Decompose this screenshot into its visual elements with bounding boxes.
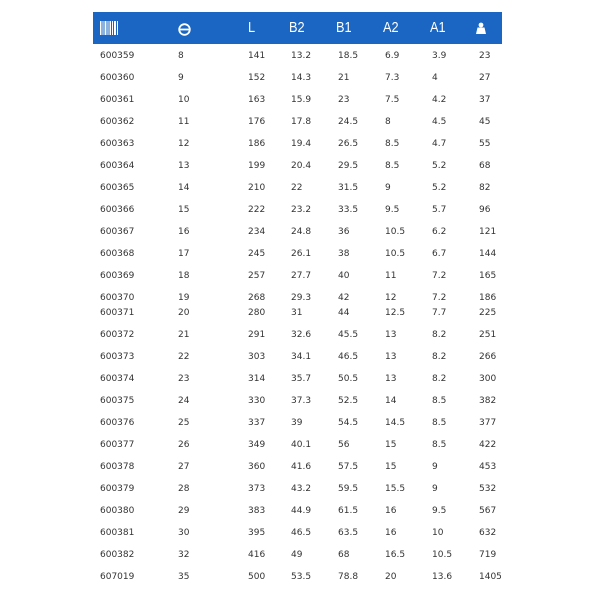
table-cell: 16: [385, 528, 397, 538]
table-cell: 7.7: [432, 308, 447, 318]
header-a2: A2: [383, 19, 399, 36]
table-cell: 39: [291, 418, 303, 428]
table-cell: 18.5: [338, 51, 359, 61]
table-cell: 600370: [100, 293, 135, 303]
table-cell: 44.9: [291, 506, 312, 516]
table-cell: 32.6: [291, 330, 312, 340]
table-cell: 600362: [100, 117, 135, 127]
table-cell: 8.5: [432, 396, 447, 406]
table-cell: 600379: [100, 484, 135, 494]
table-cell: 600359: [100, 51, 135, 61]
table-cell: 257: [248, 271, 266, 281]
table-cell: 199: [248, 161, 266, 171]
table-cell: 373: [248, 484, 266, 494]
table-cell: 7.2: [432, 293, 447, 303]
table-cell: 6.9: [385, 51, 400, 61]
table-cell: 144: [479, 249, 497, 259]
table-cell: 35: [178, 572, 190, 582]
table-cell: 8.5: [432, 418, 447, 428]
table-row: [93, 327, 502, 343]
table-cell: 14.3: [291, 73, 312, 83]
table-cell: 23: [178, 374, 190, 384]
table-cell: 57.5: [338, 462, 359, 472]
table-cell: 607019: [100, 572, 135, 582]
table-cell: 27: [178, 462, 190, 472]
table-cell: 141: [248, 51, 266, 61]
table-cell: 14.5: [385, 418, 406, 428]
table-cell: 37: [479, 95, 491, 105]
table-cell: 26: [178, 440, 190, 450]
table-cell: 9.5: [432, 506, 447, 516]
table-cell: 422: [479, 440, 497, 450]
table-row: [93, 569, 502, 585]
table-cell: 19: [178, 293, 190, 303]
table-cell: 31: [291, 308, 303, 318]
table-cell: 40: [338, 271, 350, 281]
table-cell: 500: [248, 572, 266, 582]
table-row: [93, 136, 502, 152]
table-cell: 5.7: [432, 205, 447, 215]
table-cell: 26.5: [338, 139, 359, 149]
table-cell: 56: [338, 440, 350, 450]
table-row: [93, 437, 502, 453]
table-cell: 46.5: [291, 528, 312, 538]
table-cell: 600376: [100, 418, 135, 428]
table-cell: 6.2: [432, 227, 447, 237]
table-cell: 35.7: [291, 374, 312, 384]
barcode-icon: [100, 20, 118, 39]
table-cell: 600364: [100, 161, 135, 171]
table-cell: 600361: [100, 95, 135, 105]
table-cell: 33.5: [338, 205, 359, 215]
table-row: [93, 547, 502, 563]
table-cell: 10: [178, 95, 190, 105]
table-cell: 165: [479, 271, 497, 281]
table-cell: 12: [178, 139, 190, 149]
table-cell: 600369: [100, 271, 135, 281]
table-cell: 40.1: [291, 440, 312, 450]
table-cell: 14: [385, 396, 397, 406]
table-cell: 21: [338, 73, 350, 83]
table-row: [93, 202, 502, 218]
table-cell: 600382: [100, 550, 135, 560]
table-cell: 68: [338, 550, 350, 560]
table-cell: 82: [479, 183, 491, 193]
table-cell: 63.5: [338, 528, 359, 538]
table-cell: 8.2: [432, 352, 447, 362]
table-cell: 8.5: [432, 440, 447, 450]
table-cell: 600371: [100, 308, 135, 318]
table-row: [93, 290, 502, 306]
table-cell: 11: [178, 117, 190, 127]
table-cell: 27.7: [291, 271, 312, 281]
table-cell: 10.5: [385, 227, 406, 237]
table-cell: 8.2: [432, 374, 447, 384]
table-cell: 268: [248, 293, 266, 303]
table-cell: 152: [248, 73, 266, 83]
table-cell: 13: [178, 161, 190, 171]
table-cell: 96: [479, 205, 491, 215]
table-row: [93, 481, 502, 497]
table-cell: 453: [479, 462, 497, 472]
table-cell: 41.6: [291, 462, 312, 472]
table-cell: 600365: [100, 183, 135, 193]
table-cell: 245: [248, 249, 266, 259]
table-cell: 28: [178, 484, 190, 494]
table-cell: 11: [385, 271, 397, 281]
table-cell: 20: [385, 572, 397, 582]
table-cell: 416: [248, 550, 266, 560]
table-row: [93, 503, 502, 519]
table-cell: 383: [248, 506, 266, 516]
table-cell: 4.7: [432, 139, 447, 149]
table-cell: 10.5: [432, 550, 453, 560]
table-cell: 567: [479, 506, 497, 516]
table-cell: 23: [338, 95, 350, 105]
table-cell: 9.5: [385, 205, 400, 215]
table-cell: 59.5: [338, 484, 359, 494]
table-cell: 36: [338, 227, 350, 237]
table-cell: 13: [385, 330, 397, 340]
table-cell: 44: [338, 308, 350, 318]
table-cell: 9: [178, 73, 184, 83]
table-cell: 19.4: [291, 139, 312, 149]
table-row: [93, 180, 502, 196]
table-cell: 16.5: [385, 550, 406, 560]
table-cell: 10: [432, 528, 444, 538]
table-cell: 8.5: [385, 161, 400, 171]
weight-icon: [475, 20, 487, 39]
table-cell: 6.7: [432, 249, 447, 259]
table-cell: 22: [291, 183, 303, 193]
table-cell: 600380: [100, 506, 135, 516]
table-row: [93, 393, 502, 409]
header-b1: B1: [336, 19, 352, 36]
table-cell: 29: [178, 506, 190, 516]
table-row: [93, 349, 502, 365]
table-cell: 163: [248, 95, 266, 105]
table-header: [93, 12, 502, 44]
table-cell: 15: [385, 440, 397, 450]
table-cell: 291: [248, 330, 266, 340]
table-row: [93, 459, 502, 475]
table-cell: 7.3: [385, 73, 400, 83]
table-cell: 22: [178, 352, 190, 362]
header-a1: A1: [430, 19, 446, 36]
table-cell: 632: [479, 528, 497, 538]
table-cell: 600368: [100, 249, 135, 259]
table-cell: 30: [178, 528, 190, 538]
table-cell: 9: [385, 183, 391, 193]
table-cell: 186: [248, 139, 266, 149]
table-cell: 24: [178, 396, 190, 406]
table-cell: 600381: [100, 528, 135, 538]
table-cell: 4.2: [432, 95, 447, 105]
table-cell: 300: [479, 374, 497, 384]
table-cell: 600378: [100, 462, 135, 472]
table-cell: 14: [178, 183, 190, 193]
table-cell: 24.8: [291, 227, 312, 237]
table-cell: 12: [385, 293, 397, 303]
table-cell: 37.3: [291, 396, 312, 406]
table-cell: 49: [291, 550, 303, 560]
table-cell: 314: [248, 374, 266, 384]
table-cell: 121: [479, 227, 497, 237]
table-cell: 5.2: [432, 161, 447, 171]
table-cell: 29.5: [338, 161, 359, 171]
table-cell: 31.5: [338, 183, 359, 193]
table-cell: 24.5: [338, 117, 359, 127]
table-cell: 7.2: [432, 271, 447, 281]
header-b2: B2: [289, 19, 305, 36]
table-cell: 34.1: [291, 352, 312, 362]
table-cell: 600360: [100, 73, 135, 83]
table-cell: 360: [248, 462, 266, 472]
table-row: [93, 305, 502, 321]
table-cell: 719: [479, 550, 497, 560]
table-cell: 32: [178, 550, 190, 560]
table-row: [93, 70, 502, 86]
table-cell: 20: [178, 308, 190, 318]
table-row: [93, 246, 502, 262]
table-cell: 600372: [100, 330, 135, 340]
table-cell: 15.9: [291, 95, 312, 105]
table-cell: 600375: [100, 396, 135, 406]
table-cell: 10.5: [385, 249, 406, 259]
table-cell: 17: [178, 249, 190, 259]
table-cell: 5.2: [432, 183, 447, 193]
table-cell: 7.5: [385, 95, 400, 105]
table-row: [93, 158, 502, 174]
table-cell: 600367: [100, 227, 135, 237]
table-cell: 349: [248, 440, 266, 450]
table-cell: 52.5: [338, 396, 359, 406]
table-cell: 16: [385, 506, 397, 516]
table-cell: 13: [385, 374, 397, 384]
table-cell: 600373: [100, 352, 135, 362]
table-cell: 13.2: [291, 51, 312, 61]
table-cell: 20.4: [291, 161, 312, 171]
table-cell: 15.5: [385, 484, 406, 494]
table-row: [93, 114, 502, 130]
table-cell: 53.5: [291, 572, 312, 582]
table-cell: 18: [178, 271, 190, 281]
table-cell: 210: [248, 183, 266, 193]
table-cell: 234: [248, 227, 266, 237]
table-cell: 225: [479, 308, 497, 318]
table-cell: 55: [479, 139, 491, 149]
table-cell: 395: [248, 528, 266, 538]
table-cell: 1405: [479, 572, 502, 582]
table-row: [93, 415, 502, 431]
table-cell: 251: [479, 330, 497, 340]
table-cell: 266: [479, 352, 497, 362]
table-cell: 27: [479, 73, 491, 83]
table-cell: 600374: [100, 374, 135, 384]
table-cell: 23: [479, 51, 491, 61]
table-cell: 42: [338, 293, 350, 303]
table-cell: 280: [248, 308, 266, 318]
table-cell: 8: [385, 117, 391, 127]
table-cell: 50.5: [338, 374, 359, 384]
table-cell: 600366: [100, 205, 135, 215]
table-cell: 15: [385, 462, 397, 472]
table-row: [93, 48, 502, 64]
table-row: [93, 92, 502, 108]
table-cell: 186: [479, 293, 497, 303]
table-cell: 29.3: [291, 293, 312, 303]
table-row: [93, 525, 502, 541]
table-cell: 3.9: [432, 51, 447, 61]
table-cell: 303: [248, 352, 266, 362]
table-cell: 45.5: [338, 330, 359, 340]
table-cell: 222: [248, 205, 266, 215]
table-cell: 377: [479, 418, 497, 428]
table-cell: 45: [479, 117, 491, 127]
table-cell: 9: [432, 484, 438, 494]
table-cell: 68: [479, 161, 491, 171]
table-cell: 176: [248, 117, 266, 127]
table-row: [93, 224, 502, 240]
table-row: [93, 268, 502, 284]
table-cell: 21: [178, 330, 190, 340]
table-cell: 4.5: [432, 117, 447, 127]
header-l: L: [248, 19, 256, 36]
table-cell: 15: [178, 205, 190, 215]
table-cell: 600377: [100, 440, 135, 450]
table-cell: 26.1: [291, 249, 312, 259]
table-cell: 8: [178, 51, 184, 61]
product-table: [93, 12, 502, 582]
table-cell: 8.2: [432, 330, 447, 340]
table-cell: 9: [432, 462, 438, 472]
table-cell: 16: [178, 227, 190, 237]
table-cell: 43.2: [291, 484, 312, 494]
table-cell: 382: [479, 396, 497, 406]
table-cell: 25: [178, 418, 190, 428]
slotted-screw-head-icon: [178, 21, 191, 40]
table-cell: 12.5: [385, 308, 406, 318]
table-cell: 61.5: [338, 506, 359, 516]
table-cell: 600363: [100, 139, 135, 149]
table-cell: 38: [338, 249, 350, 259]
table-cell: 13: [385, 352, 397, 362]
table-cell: 337: [248, 418, 266, 428]
table-cell: 17.8: [291, 117, 312, 127]
table-cell: 23.2: [291, 205, 312, 215]
table-cell: 78.8: [338, 572, 359, 582]
table-cell: 330: [248, 396, 266, 406]
table-cell: 46.5: [338, 352, 359, 362]
table-cell: 54.5: [338, 418, 359, 428]
table-cell: 8.5: [385, 139, 400, 149]
table-cell: 13.6: [432, 572, 453, 582]
table-cell: 532: [479, 484, 497, 494]
table-row: [93, 371, 502, 387]
table-cell: 4: [432, 73, 438, 83]
